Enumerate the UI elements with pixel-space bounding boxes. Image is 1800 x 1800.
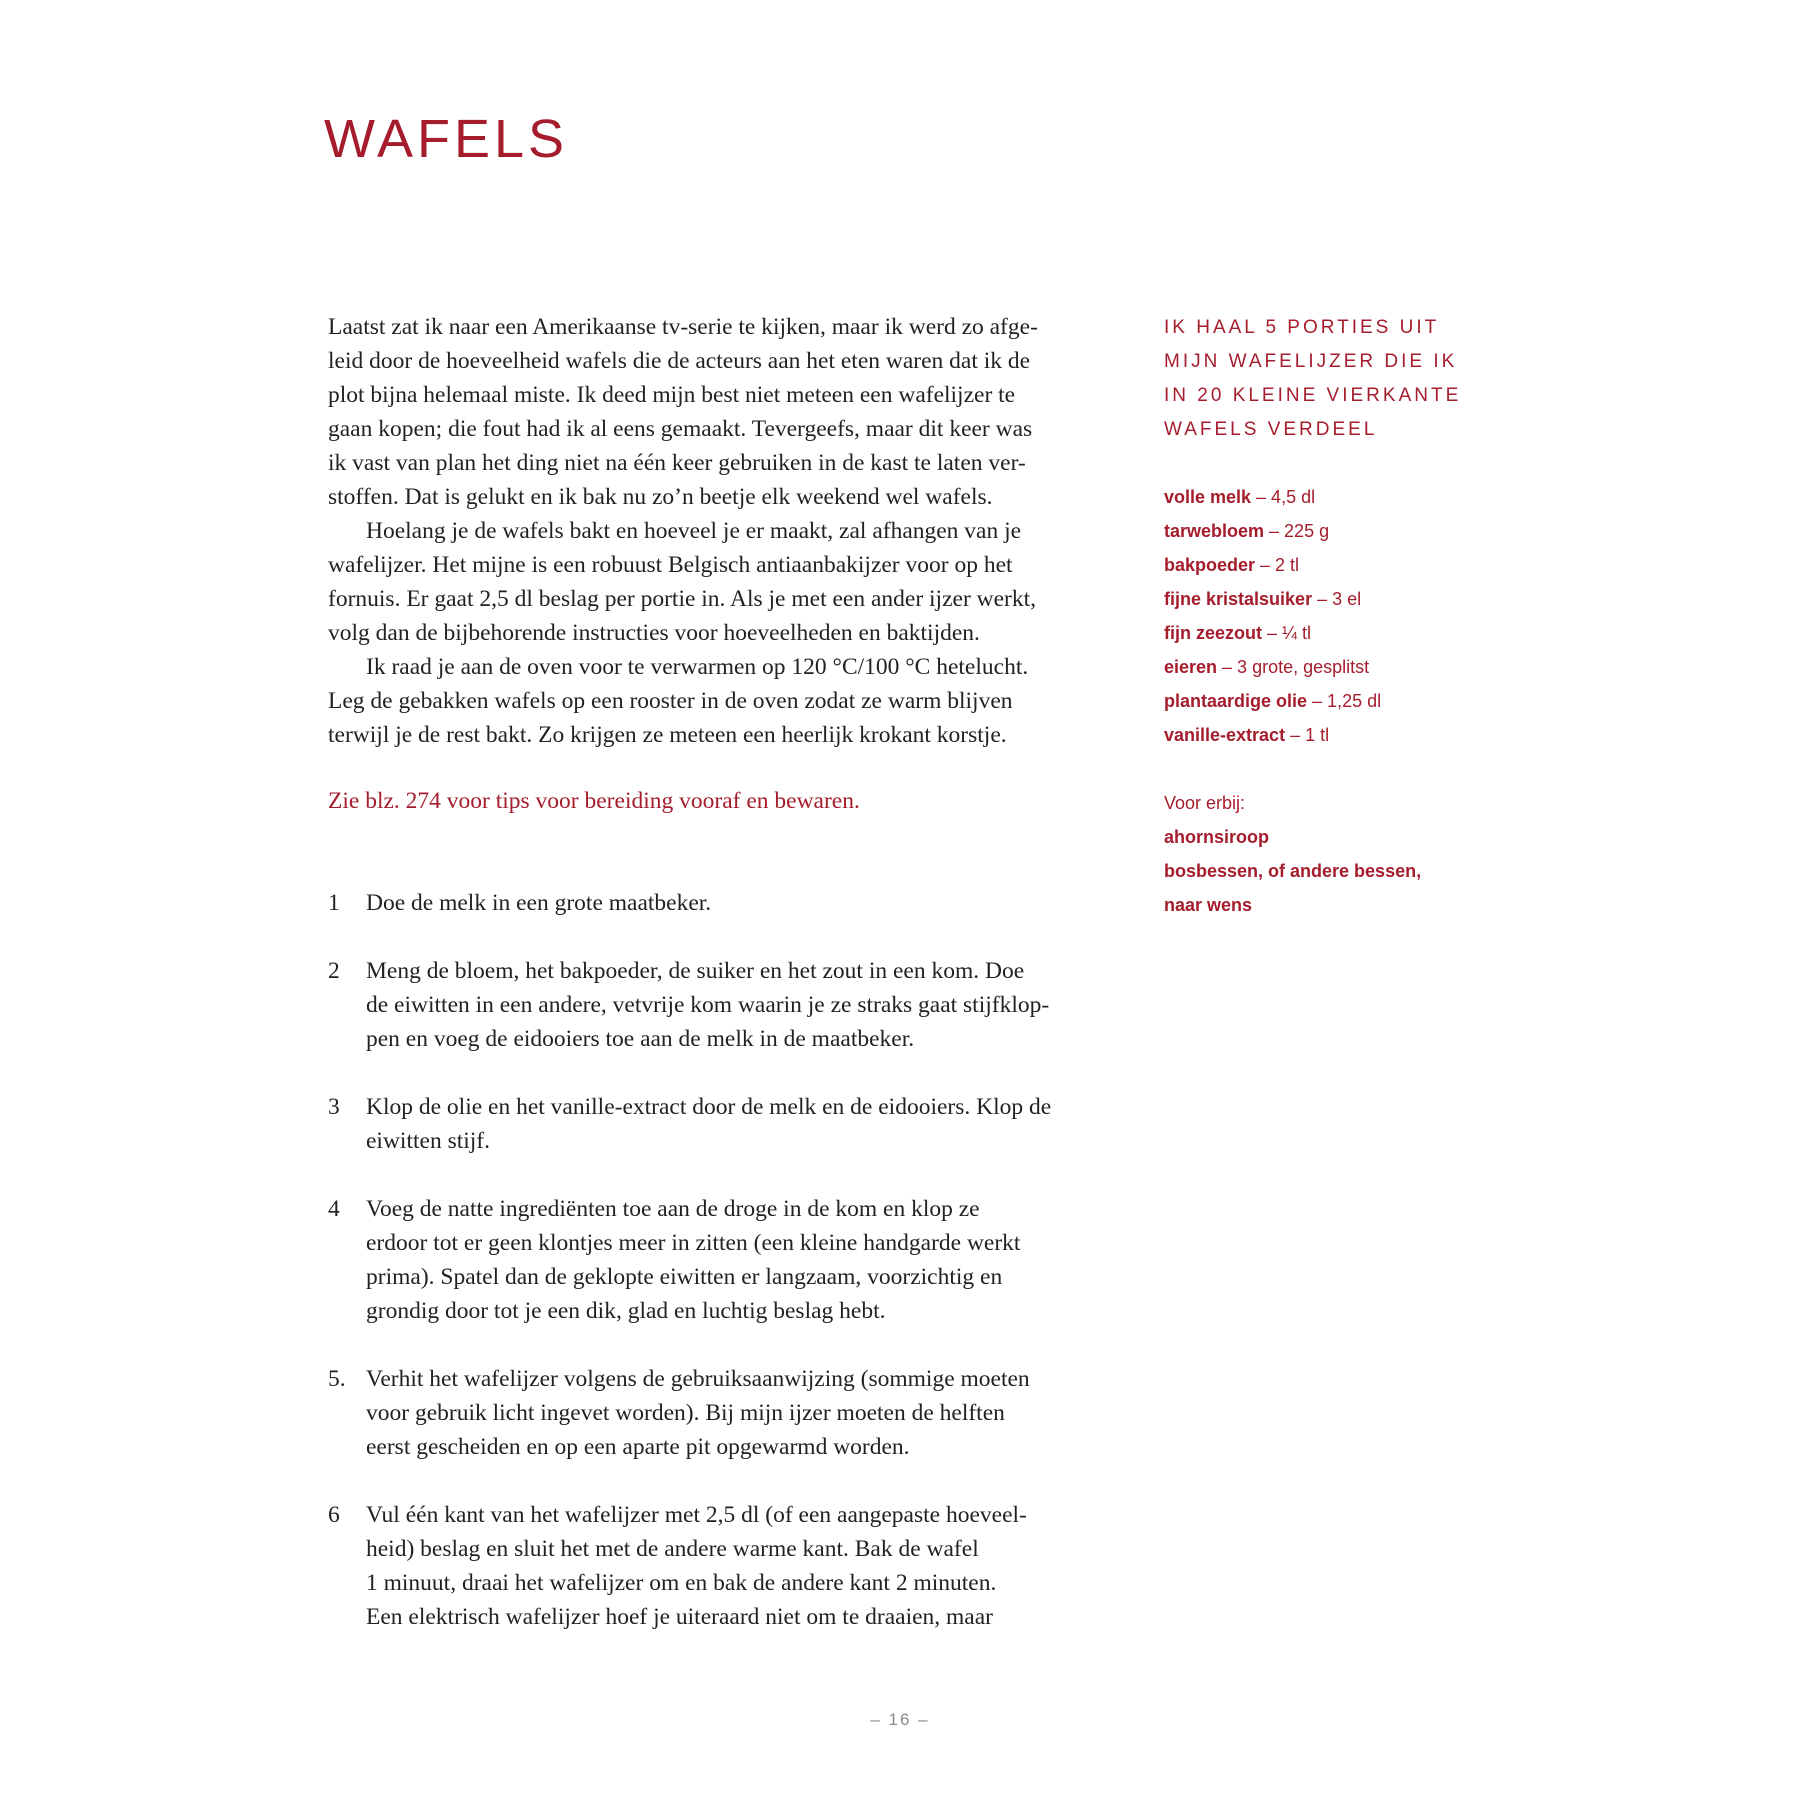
step-line: eerst gescheiden en op een aparte pit opgewarmd worden. <box>366 1434 910 1460</box>
page-title: WAFELS <box>324 109 569 169</box>
ingredient-name: fijn zeezout <box>1164 623 1262 643</box>
ingredient-qty: – 3 grote, gesplitst <box>1217 657 1370 677</box>
serve-with-item: ahornsiroop <box>1164 827 1270 847</box>
ingredient-item <box>1164 590 1361 608</box>
ingredient-name: bakpoeder <box>1164 555 1256 575</box>
step-line: pen en voeg de eidooiers toe aan de melk in de maatbeker. <box>366 1026 915 1052</box>
ingredient-item <box>1164 726 1329 744</box>
ingredient-qty: – 4,5 dl <box>1251 487 1316 507</box>
ingredient-name: vanille-extract <box>1164 725 1286 745</box>
serve-with-label: Voor erbij: <box>1164 793 1246 813</box>
servings-heading: IN 20 KLEINE VIERKANTE <box>1164 385 1462 406</box>
intro-line: fornuis. Er gaat 2,5 dl beslag per portie in. Als je met een ander ijzer werkt, <box>328 586 1037 612</box>
step-number: 4 <box>328 1196 340 1222</box>
ingredient-item <box>1164 624 1311 642</box>
ingredient-name: plantaardige olie <box>1164 691 1308 711</box>
ingredient-item <box>1164 692 1381 710</box>
intro-line: ik vast van plan het ding niet na één keer gebruiken in de kast te laten ver- <box>328 450 1026 476</box>
ingredient-item <box>1164 488 1315 506</box>
intro-line: wafelijzer. Het mijne is een robuust Belgisch antiaanbakijzer voor op het <box>328 552 1013 578</box>
intro-line: leid door de hoeveelheid wafels die de acteurs aan het eten waren dat ik de <box>328 348 1031 374</box>
serve-with-item: naar wens <box>1164 895 1253 915</box>
step-number: 3 <box>328 1094 340 1120</box>
step-line: grondig door tot je een dik, glad en luchtig beslag hebt. <box>366 1298 886 1324</box>
step-line: Verhit het wafelijzer volgens de gebruiksaanwijzing (sommige moeten <box>366 1366 1030 1392</box>
page-number: – 16 – <box>870 1710 930 1729</box>
ingredient-qty: – 1,25 dl <box>1307 691 1382 711</box>
intro-line: terwijl je de rest bakt. Zo krijgen ze meteen een heerlijk krokant korstje. <box>328 722 1007 748</box>
intro-line: Leg de gebakken wafels op een rooster in de oven zodat ze warm blijven <box>328 688 1013 714</box>
ingredient-qty: – 1 tl <box>1285 725 1330 745</box>
intro-line: stoffen. Dat is gelukt en ik bak nu zo’n beetje elk weekend wel wafels. <box>328 484 993 510</box>
step-line: Voeg de natte ingrediënten toe aan de droge in de kom en klop ze <box>366 1196 980 1222</box>
ingredient-name: fijne kristalsuiker <box>1164 589 1313 609</box>
step-line: eiwitten stijf. <box>366 1128 491 1154</box>
step-line: Doe de melk in een grote maatbeker. <box>366 890 712 916</box>
step-number: 6 <box>328 1502 340 1528</box>
page-reference-note: Zie blz. 274 voor tips voor bereiding vooraf en bewaren. <box>328 788 860 814</box>
step-number: 1 <box>328 890 340 916</box>
servings-heading: IK HAAL 5 PORTIES UIT <box>1164 317 1440 338</box>
step-line: prima). Spatel dan de geklopte eiwitten er langzaam, voorzichtig en <box>366 1264 1003 1290</box>
ingredient-item <box>1164 522 1329 540</box>
ingredient-qty: – 225 g <box>1264 521 1330 541</box>
intro-line: volg dan de bijbehorende instructies voor hoeveelheden en baktijden. <box>328 620 980 646</box>
ingredient-item <box>1164 658 1369 676</box>
servings-heading: WAFELS VERDEEL <box>1164 419 1378 440</box>
step-line: Meng de bloem, het bakpoeder, de suiker en het zout in een kom. Doe <box>366 958 1025 984</box>
step-line: voor gebruik licht ingevet worden). Bij mijn ijzer moeten de helften <box>366 1400 1005 1426</box>
step-number: 5. <box>328 1366 346 1392</box>
step-line: Een elektrisch wafelijzer hoef je uiteraard niet om te draaien, maar <box>366 1604 993 1630</box>
intro-line: Hoelang je de wafels bakt en hoeveel je er maakt, zal afhangen van je <box>366 518 1022 544</box>
step-line: heid) beslag en sluit het met de andere warme kant. Bak de wafel <box>366 1536 979 1562</box>
step-line: erdoor tot er geen klontjes meer in zitten (een kleine handgarde werkt <box>366 1230 1021 1256</box>
intro-line: Ik raad je aan de oven voor te verwarmen op 120 °C/100 °C hetelucht. <box>366 654 1029 680</box>
ingredient-name: tarwebloem <box>1164 521 1265 541</box>
step-number: 2 <box>328 958 340 984</box>
intro-line: plot bijna helemaal miste. Ik deed mijn best niet meteen een wafelijzer te <box>328 382 1016 408</box>
servings-heading: MIJN WAFELIJZER DIE IK <box>1164 351 1458 372</box>
serve-with-item: bosbessen, of andere bessen, <box>1164 861 1422 881</box>
intro-line: gaan kopen; die fout had ik al eens gemaakt. Tevergeefs, maar dit keer was <box>328 416 1033 442</box>
ingredient-qty: – 3 el <box>1312 589 1362 609</box>
intro-line: Laatst zat ik naar een Amerikaanse tv-serie te kijken, maar ik werd zo afge- <box>328 314 1038 340</box>
step-line: 1 minuut, draai het wafelijzer om en bak de andere kant 2 minuten. <box>366 1570 997 1596</box>
step-line: Klop de olie en het vanille-extract door de melk en de eidooiers. Klop de <box>366 1094 1052 1120</box>
step-line: Vul één kant van het wafelijzer met 2,5 dl (of een aangepaste hoeveel- <box>366 1502 1027 1528</box>
ingredient-qty: – 2 tl <box>1255 555 1300 575</box>
step-line: de eiwitten in een andere, vetvrije kom waarin je ze straks gaat stijfklop- <box>366 992 1050 1018</box>
ingredient-name: eieren <box>1164 657 1218 677</box>
ingredient-qty: – ¼ tl <box>1262 623 1312 643</box>
ingredient-name: volle melk <box>1164 487 1252 507</box>
ingredient-item <box>1164 556 1299 574</box>
